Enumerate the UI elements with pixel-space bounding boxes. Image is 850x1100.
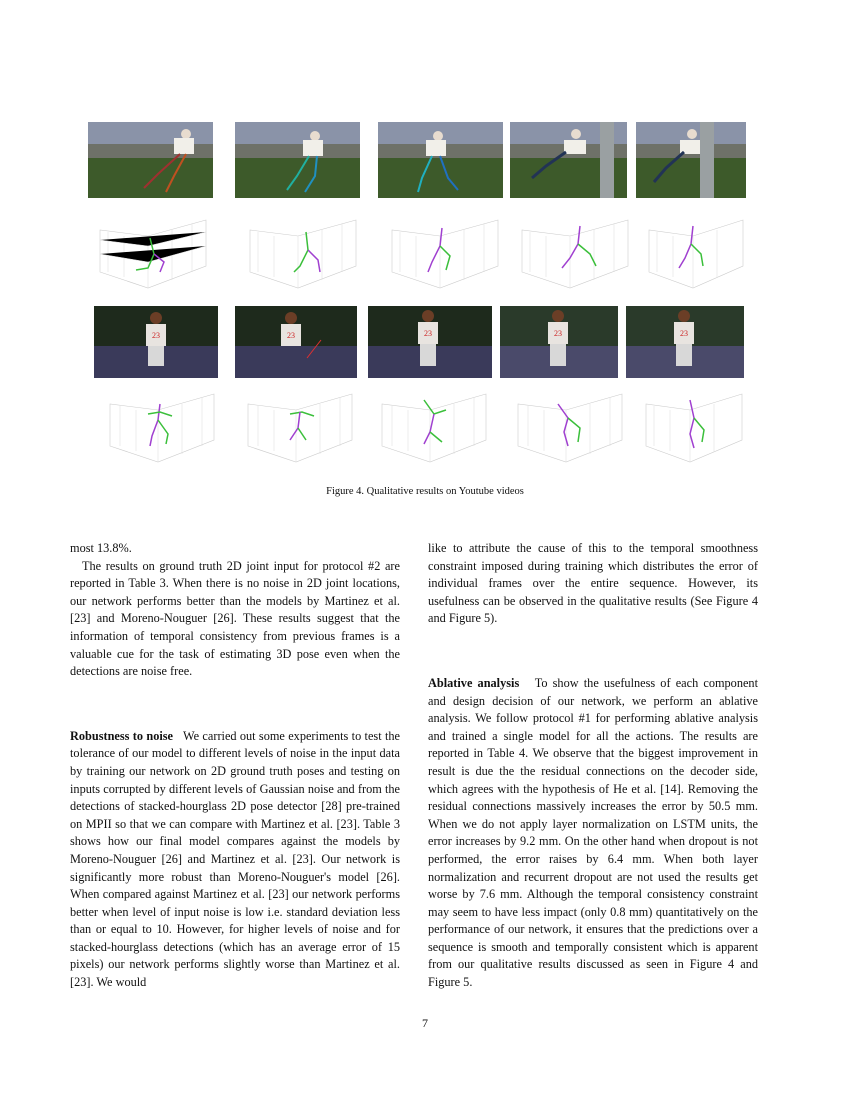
- pose-plot-10: [640, 384, 748, 466]
- photo-parkour-1: [88, 122, 213, 198]
- paragraph: most 13.8%.: [70, 541, 132, 555]
- photo-basketball-1: [94, 304, 218, 380]
- paragraph: The results on ground truth 2D joint input for protocol #2 are reported in Table 3. When there is no noise in 2D joint locations, our network performs better than the models by Martinez et al. [23] and Moreno-Nouguer [26]. These results suggest that the information of temporal consistency from previous frames is a valuable cue for the task of estimating 3D pose even when the detections are noise free.: [70, 558, 400, 679]
- paragraph-text: To show the usefulness of each component and design decision of our network, we perform an ablative analysis. We follow protocol #1 for performing ablative analysis and trained a single model for all the actions. The results are reported in Table 4. We observe that the biggest improvement in result is due the the residual connections on the decoder side, which agrees with the hypothesis of He et al. [14]. Removing the residual connections massively increases the error by 50.5 mm. When we do not apply layer normalization on LSTM units, the error increases by 9.2 mm. On the other hand when dropout is not performed, the error raises by 6.4 mm. When both layer normalization and recurrent dropout are not used the results get worse by 7.6 mm. Although the temporal consistency constraint may seem to have less impact (only 0.8 mm) quantitatively on the performance of our network, it ensures that the predictions over a sequence is smooth and temporally consistent which is apparent from our qualitative results discussed as seen in Figure 4 and Figure 5.: [428, 675, 759, 990]
- photo-parkour-5: [636, 122, 746, 198]
- page-number: 7: [422, 1016, 428, 1030]
- plot-row-2: [88, 384, 748, 470]
- paragraph-text: We carried out some experiments to test the tolerance of our model to different levels of noise in the input data by training our network on 2D ground truth poses and testing on inputs corrupted by different levels of Gaussian noise and from the detections of stacked-hourglass 2D pose detector [28] pre-trained on MPII so that we can compare with Martinez et al. [23]. Table 3 shows how our final model compares against the models by Moreno-Nouguer [26] and Martinez et al. [23]. Our network is significantly more robust than Moreno-Nouguer's model [26]. When compared against Martinez et al. [23] our network performs better when level of input noise is low i.e. standard deviation less than or equal to 10. However, for higher levels of noise and for stacked-hourglass detections (which has an average error of 15 pixels) our network performs slightly worse than Martinez et al. [23]. We would: [70, 728, 400, 990]
- pose-plot-3: [380, 210, 510, 292]
- svg-text:23: 23: [287, 331, 295, 340]
- paragraph-ablative: [428, 675, 758, 992]
- svg-text:23: 23: [424, 329, 432, 338]
- photo-row-2: [88, 304, 748, 384]
- paragraph-robustness: [70, 728, 400, 992]
- plot-row-1: [88, 210, 748, 302]
- photo-basketball-5: [626, 304, 744, 380]
- section-heading-ablative: Ablative analysis: [428, 675, 520, 690]
- photo-parkour-3: [378, 122, 503, 198]
- right-column: [428, 540, 758, 992]
- photo-row-1: [88, 122, 748, 202]
- pose-plot-2: [238, 210, 368, 292]
- pose-plot-5: [643, 210, 748, 292]
- pose-plot-6: [102, 384, 222, 466]
- pose-plot-4: [510, 210, 640, 292]
- section-heading-robustness: Robustness to noise: [70, 728, 174, 743]
- figure-caption: Figure 4. Qualitative results on Youtube videos: [326, 486, 524, 497]
- photo-parkour-2: [235, 122, 360, 198]
- photo-basketball-3: [368, 304, 492, 380]
- left-column: [70, 540, 400, 992]
- figure-4: [88, 118, 748, 470]
- photo-basketball-2: [235, 304, 357, 380]
- svg-text:23: 23: [554, 329, 562, 338]
- svg-text:23: 23: [680, 329, 688, 338]
- pose-plot-8: [374, 384, 498, 466]
- pose-plot-9: [510, 384, 634, 466]
- photo-parkour-4: [510, 122, 627, 198]
- pose-plot-1: [88, 210, 218, 292]
- pose-plot-7: [240, 384, 364, 466]
- photo-basketball-4: [500, 304, 618, 380]
- svg-text:23: 23: [152, 331, 160, 340]
- paragraph: like to attribute the cause of this to the temporal smoothness constraint imposed during training which distributes the error of individual frames over the entire sequence. However, its usefulness can be observed in the qualitative results (See Figure 4 and Figure 5).: [428, 541, 758, 626]
